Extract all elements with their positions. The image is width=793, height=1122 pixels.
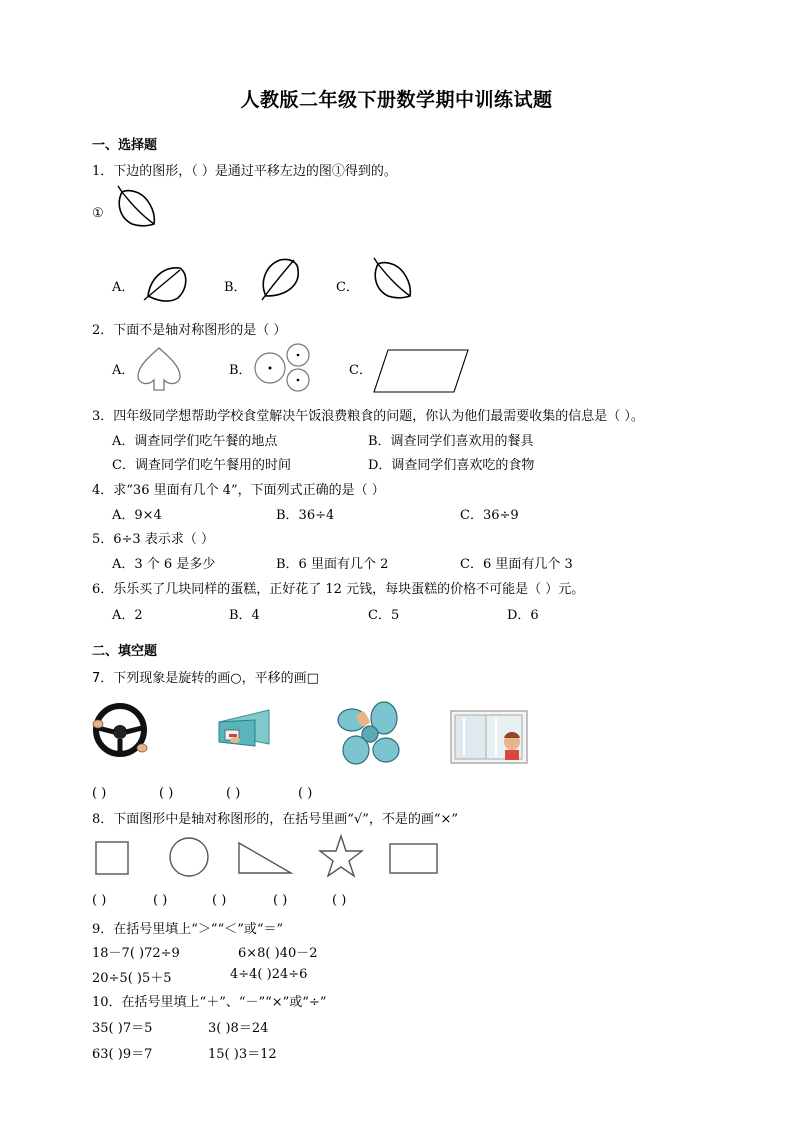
q3-option-c: C．调查同学们吃午餐用的时间 [112,458,291,473]
q2-option-c-label: C． [349,363,372,378]
section-heading-choice: 一、选择题 [92,138,158,153]
q4-option-c: C．36÷9 [460,508,519,523]
leaf-reference-figure [112,184,158,230]
question-5-stem: 5．6÷3 表示求（ ） [92,532,214,547]
q8-blank-3: ( ) [212,893,227,908]
q9-item-1: 18－7( )72÷9 [92,946,180,961]
q6-option-c: C．5 [368,608,400,623]
q8-blank-5: ( ) [332,893,347,908]
q1-option-c-label: C． [336,280,359,295]
q6-option-b: B．4 [229,608,260,623]
leaf-option-b-figure [258,256,302,302]
leaf-option-c-figure [368,256,414,302]
question-9-stem: 9．在括号里填上“＞”“＜”或“＝” [92,922,284,937]
right-triangle-figure [236,840,294,876]
q9-item-3: 20÷5( )5＋5 [92,971,172,986]
question-4-stem: 4．求“36 里面有几个 4”，下面列式正确的是（ ） [92,483,385,498]
q9-item-2: 6×8( )40－2 [238,946,318,961]
q2-option-a-label: A． [112,363,135,378]
q6-option-d: D．6 [507,608,539,623]
question-6-stem: 6．乐乐买了几块同样的蛋糕，正好花了 12 元钱，每块蛋糕的价格不可能是（ ）元。 [92,582,585,597]
sliding-window-picture [450,710,530,766]
q10-item-2: 3( )8＝24 [208,1021,269,1036]
steering-wheel-picture [92,702,150,758]
section-heading-fill: 二、填空题 [92,644,158,659]
q3-option-d: D．调查同学们喜欢吃的食物 [368,458,535,473]
q5-option-a: A．3 个 6 是多少 [112,557,216,572]
q5-option-b: B．6 里面有几个 2 [276,557,389,572]
q8-blank-1: ( ) [92,893,107,908]
three-circles-figure [252,342,314,394]
fan-picture [334,700,402,766]
question-7-stem: 7．下列现象是旋转的画○，平移的画□ [92,671,319,686]
q7-blank-4: ( ) [298,786,313,801]
drawer-picture [215,708,271,756]
q2-option-b-label: B． [229,363,252,378]
q7-blank-3: ( ) [226,786,241,801]
q7-blank-1: ( ) [92,786,107,801]
q1-option-a-label: A． [112,280,135,295]
square-figure [94,840,130,876]
q10-item-3: 63( )9＝7 [92,1047,153,1062]
rectangle-figure [388,842,440,876]
question-3-stem: 3．四年级同学想帮助学校食堂解决午饭浪费粮食的问题，你认为他们最需要收集的信息是（ ）。 [92,409,644,424]
q8-blank-4: ( ) [273,893,288,908]
q4-option-b: B．36÷4 [276,508,335,523]
circle-figure [168,836,212,878]
question-8-stem: 8．下面图形中是轴对称图形的，在括号里画“√”，不是的画“×” [92,812,459,827]
q3-option-a: A．调查同学们吃午餐的地点 [112,434,278,449]
star-figure [318,834,364,878]
q1-option-b-label: B． [224,280,247,295]
q9-item-4: 4÷4( )24÷6 [230,967,308,982]
parallelogram-figure [372,348,472,394]
leaf-option-a-figure [142,262,190,304]
q7-blank-2: ( ) [159,786,174,801]
q8-blank-2: ( ) [153,893,168,908]
spade-shape-figure [134,346,184,394]
q10-item-1: 35( )7＝5 [92,1021,153,1036]
question-1-ref-label: ① [92,206,104,221]
q3-option-b: B．调查同学们喜欢用的餐具 [368,434,534,449]
question-2-stem: 2．下面不是轴对称图形的是（ ） [92,323,287,338]
q4-option-a: A．9×4 [112,508,162,523]
q10-item-4: 15( )3＝12 [208,1047,277,1062]
question-1-stem: 1．下边的图形，（ ）是通过平移左边的图①得到的。 [92,164,397,179]
page-title: 人教版二年级下册数学期中训练试题 [240,89,553,111]
question-10-stem: 10．在括号里填上“＋”、“－”“×”或“÷” [92,995,327,1010]
q5-option-c: C．6 里面有几个 3 [460,557,573,572]
q6-option-a: A．2 [112,608,143,623]
